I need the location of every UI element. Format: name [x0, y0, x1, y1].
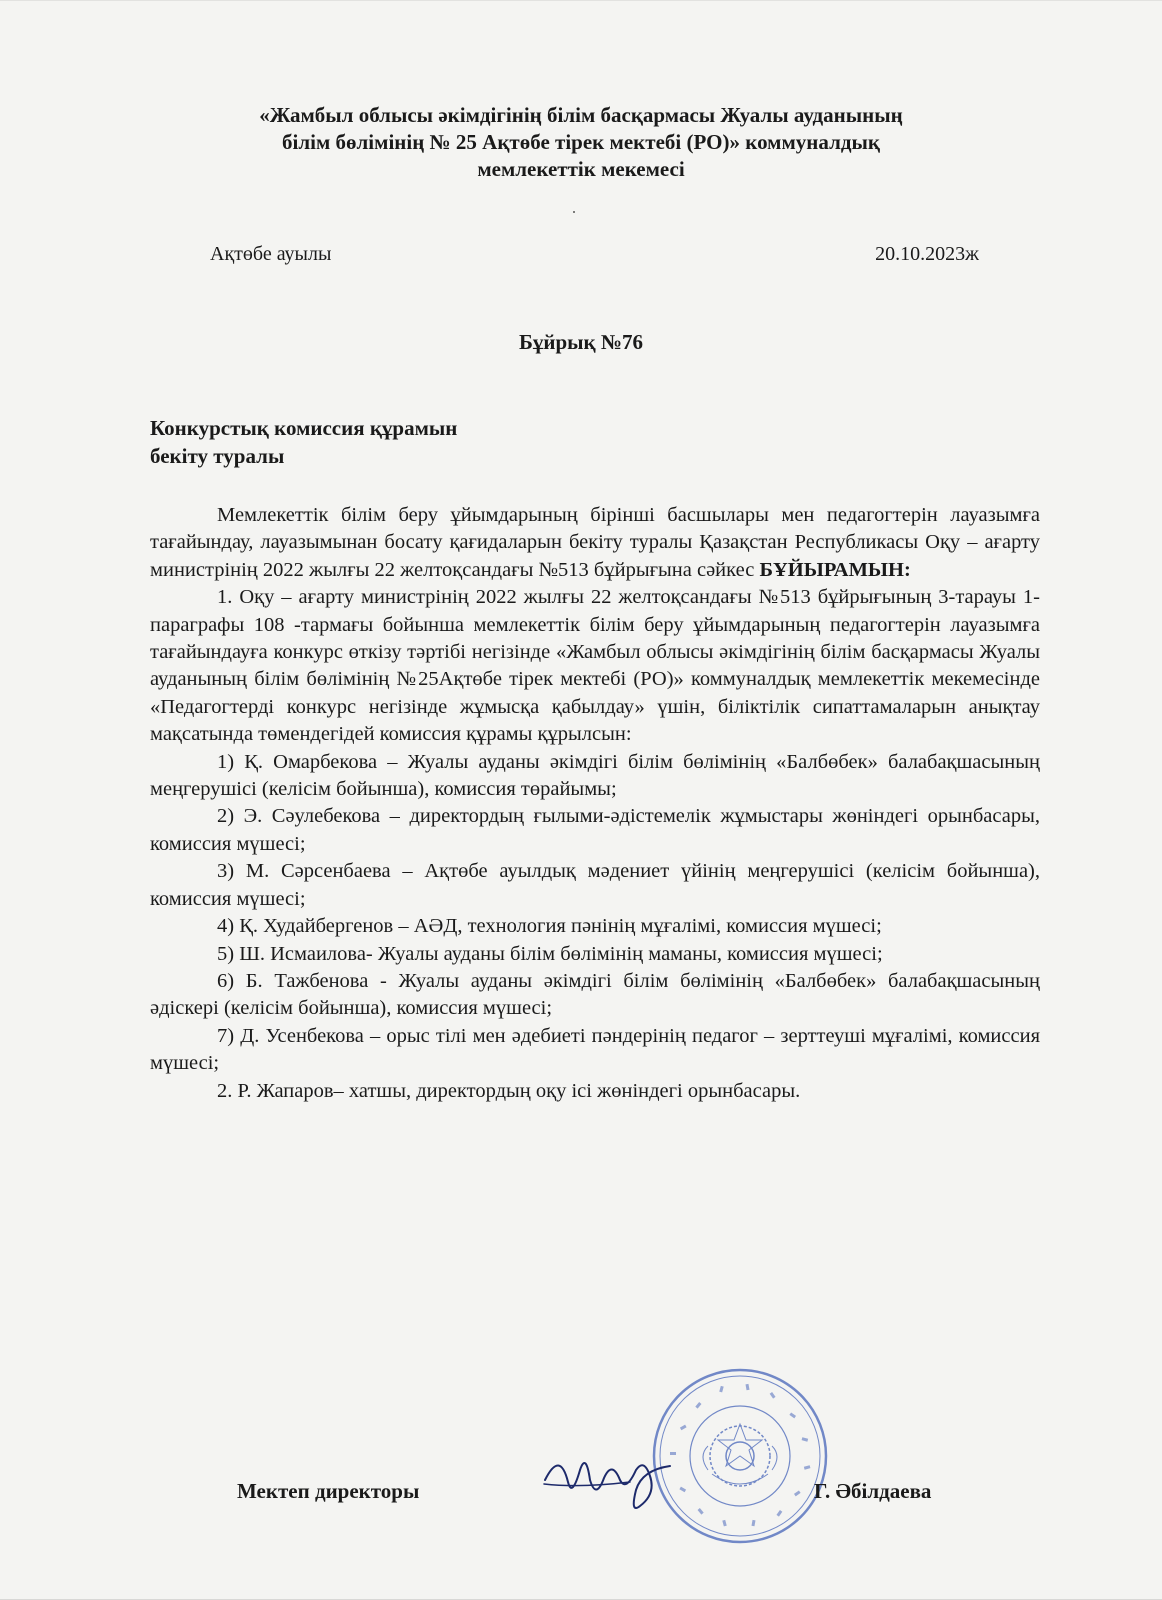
member-3: 3) М. Сәрсенбаева – Ақтөбе ауылдық мәдениет үйінің меңгерушісі (келісім бойынша), комиссия мүшесі; — [150, 860, 1040, 910]
document-header — [150, 102, 1012, 183]
header-line-2: білім бөлімінің № 25 Ақтөбе тірек мектебі (РО)» коммуналдық — [282, 130, 880, 154]
handwritten-signature-icon — [540, 1440, 690, 1520]
order-body — [150, 502, 1040, 1105]
place-label: Ақтөбе ауылы — [210, 243, 332, 265]
subject-line-2: бекіту туралы — [150, 444, 285, 468]
signatory-title: Мектеп директоры — [237, 1479, 420, 1503]
item-1-paragraph: 1. Оқу – ағарту министрінің 2022 жылғы 22 желтоқсандағы №513 бұйрығының 3-тарауы 1-параграфы 108 -тармағы бойынша мемлекеттік білім беру ұйымдарының педагогтерін лауазымға тағайындауға конкурс өткізу тәртібі негізінде «Жамбыл облысы әкімдігінің білім басқармасы Жуалы ауданының білім бөлімінің №25Ақтөбе тірек мектебі (РО)» коммуналдық мемлекеттік мекемесінде «Педагогтерді конкурс негізінде жұмысқа қабылдау» үшін, біліктілік сипаттамаларын анықтау мақсатында төмендегідей комиссия құрамы құрылсын: — [150, 586, 1040, 746]
order-keyword: БҰЙЫРАМЫН: — [759, 558, 911, 581]
header-line-3: мемлекеттік мекемесі — [477, 157, 685, 181]
order-subject — [150, 414, 457, 470]
intro-text: Мемлекеттік білім беру ұйымдарының бірінші басшылары мен педагогтерін лауазымға тағайындау, лауазымынан босату қағидаларын бекіту туралы Қазақстан Республикасы Оқу – ағарту министрінің 2022 жылғы 22 желтоқсандағы №513 бұйрығына сәйкес — [150, 504, 1040, 581]
header-line-1: «Жамбыл облысы әкімдігінің білім басқармасы Жуалы ауданының — [259, 103, 903, 127]
intro-paragraph — [150, 502, 1040, 584]
order-title: Бұйрық №76 — [518, 330, 643, 354]
member-4: 4) Қ. Худайбергенов – АӘД, технология пәнінің мұғалімі, комиссия мүшесі; — [217, 915, 882, 938]
member-6: 6) Б. Тажбенова - Жуалы ауданы әкімдігі білім бөлімінің «Балбөбек» балабақшасының әдіскері (келісім бойынша), комиссия мүшесі; — [150, 969, 1040, 1020]
speck — [573, 211, 575, 213]
member-7: 7) Д. Усенбекова – орыс тілі мен әдебиеті пәндерінің педагог – зерттеуші мұғалімі, комиссия мүшесі; — [150, 1024, 1040, 1075]
item-2-paragraph: 2. Р. Жапаров– хатшы, директордың оқу ісі жөніндегі орынбасары. — [217, 1079, 801, 1102]
member-5: 5) Ш. Исмаилова- Жуалы ауданы білім бөлімінің маманы, комиссия мүшесі; — [217, 942, 883, 965]
signatory-name: Г. Әбілдаева — [814, 1479, 932, 1503]
document-date: 20.10.2023ж — [875, 243, 979, 265]
member-1: 1) Қ. Омарбекова – Жуалы ауданы әкімдігі білім бөлімінің «Балбөбек» балабақшасының меңгерушісі (келісім бойынша), комиссия төрайымы; — [150, 750, 1040, 801]
subject-line-1: Конкурстық комиссия құрамын — [150, 416, 458, 440]
member-2: 2) Э. Сәулебекова – директордың ғылыми-әдістемелік жұмыстары жөніндегі орынбасары, комиссия мүшесі; — [150, 805, 1040, 855]
